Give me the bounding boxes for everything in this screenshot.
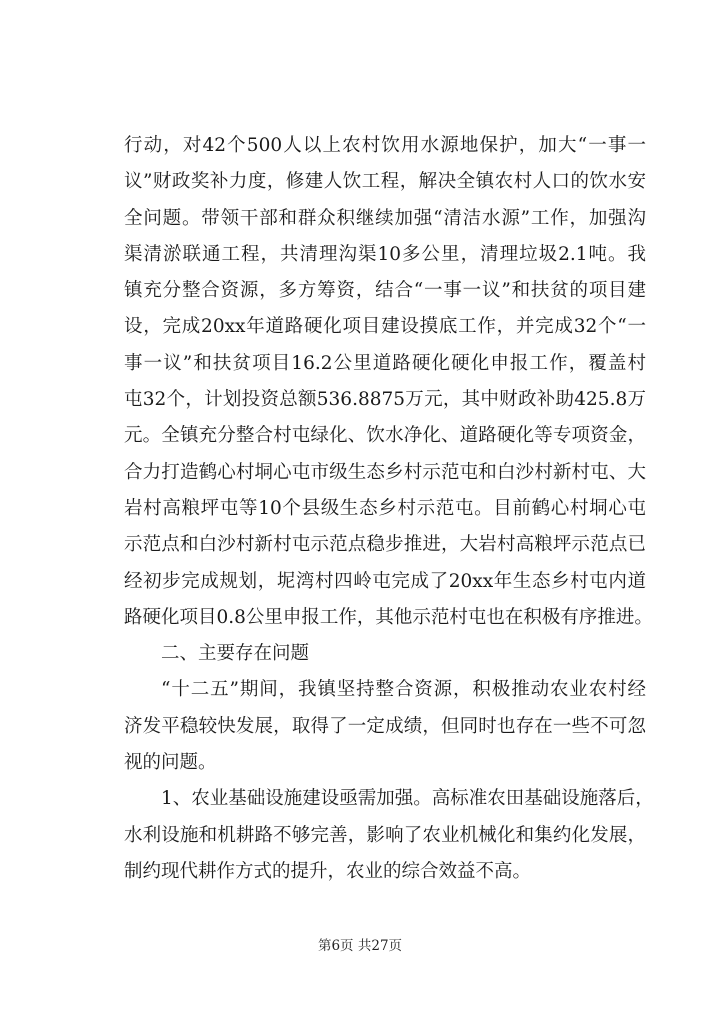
paragraph-line: 经初步完成规划，坭湾村四岭屯完成了20xx年生态乡村屯内道 — [124, 570, 646, 592]
document-body — [124, 128, 654, 890]
paragraph-line: 视的问题。 — [124, 752, 217, 774]
paragraph-line: 水利设施和机耕路不够完善，影响了农业机械化和集约化发展， — [124, 824, 646, 846]
paragraph-line: 岩村高粮坪屯等10个县级生态乡村示范屯。目前鹤心村垌心屯 — [124, 497, 646, 519]
paragraph-line: 合力打造鹤心村垌心屯市级生态乡村示范屯和白沙村新村屯、大 — [124, 461, 646, 483]
paragraph-line: 制约现代耕作方式的提升，农业的综合效益不高。 — [124, 860, 532, 882]
paragraph-line: 渠清淤联通工程，共清理沟渠10多公里，清理垃圾2.1吨。我 — [124, 243, 646, 265]
paragraph-line: 屯32个，计划投资总额536.8875万元，其中财政补助425.8万 — [124, 389, 646, 411]
paragraph-line: 1、农业基础设施建设亟需加强。高标准农田基础设施落后， — [161, 788, 654, 810]
paragraph-line: 元。全镇充分整合村屯绿化、饮水净化、道路硬化等专项资金， — [124, 425, 646, 447]
paragraph-line: 示范点和白沙村新村屯示范点稳步推进，大岩村高粮坪示范点已 — [124, 534, 646, 556]
paragraph-line: 事一议”和扶贫项目16.2公里道路硬化硬化申报工作，覆盖村 — [124, 352, 646, 374]
paragraph-line: 全问题。带领干部和群众积继续加强“清洁水源”工作，加强沟 — [124, 207, 646, 229]
page-number-footer: 第6页 共27页 — [317, 938, 403, 954]
paragraph-line: 行动，对42个500人以上农村饮用水源地保护，加大“一事一 — [124, 135, 646, 156]
paragraph-line: 议”财政奖补力度，修建人饮工程，解决全镇农村人口的饮水安 — [124, 171, 646, 193]
paragraph-line: 镇充分整合资源，多方筹资，结合“一事一议”和扶贫的项目建 — [124, 280, 646, 302]
paragraph-line: 设，完成20xx年道路硬化项目建设摸底工作，并完成32个“一 — [124, 316, 646, 338]
section-heading: 二、主要存在问题 — [161, 643, 310, 665]
paragraph-line: “十二五”期间，我镇坚持整合资源，积极推动农业农村经 — [161, 679, 646, 701]
paragraph-line: 济发平稳较快发展，取得了一定成绩，但同时也存在一些不可忽 — [124, 715, 646, 737]
paragraph-line: 路硬化项目0.8公里申报工作，其他示范村屯也在积极有序推进。 — [124, 606, 653, 628]
